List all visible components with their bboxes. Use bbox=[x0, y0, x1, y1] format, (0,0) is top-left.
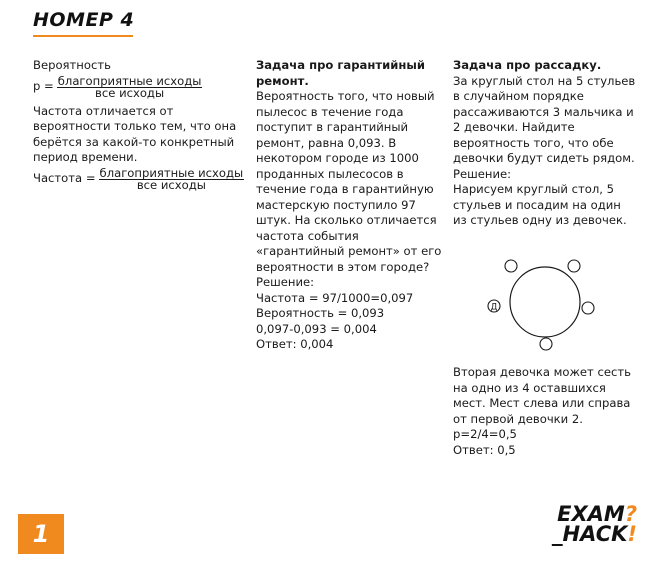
column-warranty-task bbox=[256, 58, 442, 353]
column-probability bbox=[33, 58, 248, 191]
page-title: НОМЕР 4 bbox=[33, 9, 135, 31]
frequency-description: Частота отличается от вероятности только тем, что она берётся за какой-то конкретный период времени. bbox=[33, 103, 237, 164]
task-body: Вероятность того, что новый пылесос в течение года поступит в гарантийный ремонт, равна 0,093. В некотором городе из 1000 проданных пылесосов в течение года в гарантийную мастерскую поступило 97 штук. На сколько отличается частота события «гарантийный ремонт» от его вероятности в этом городе? bbox=[256, 89, 442, 274]
round-table-diagram bbox=[485, 256, 605, 356]
probability-line: p=2/4=0,5 bbox=[453, 427, 517, 441]
title-underline bbox=[33, 35, 133, 37]
answer-line: Ответ: 0,5 bbox=[453, 442, 516, 457]
solution-line: 0,097-0,093 = 0,004 bbox=[256, 321, 377, 336]
page-number: 1 bbox=[32, 520, 50, 548]
fraction-denominator: все исходы bbox=[136, 177, 206, 192]
chair bbox=[568, 260, 580, 272]
task-heading: Задача про гарантийный ремонт. bbox=[256, 58, 425, 88]
logo-word-exam: EXAM bbox=[557, 502, 625, 526]
task-body: За круглый стол на 5 стульев в случайном порядке рассаживаются 3 мальчика и 2 девочки. Найдите вероятность того, что обе девочки будут сидеть рядом. bbox=[453, 73, 636, 165]
solution-label: Решение: bbox=[256, 275, 315, 289]
fraction-denominator: все исходы bbox=[95, 85, 165, 100]
explanation-text: Вторая девочка может сесть на одно из 4 оставшихся мест. Мест слева или справа от первой девочки 2. bbox=[453, 365, 631, 426]
table-circle bbox=[510, 267, 580, 337]
girl-label: Д bbox=[490, 302, 498, 313]
chair bbox=[582, 302, 594, 314]
fraction bbox=[99, 167, 245, 191]
task-heading: Задача про рассадку. bbox=[453, 58, 602, 72]
examhack-logo bbox=[537, 504, 637, 544]
solution-text: Нарисуем круглый стол, 5 стульев и посадим на один из стульев одну из девочек. bbox=[453, 182, 627, 227]
logo-question-mark: ? bbox=[624, 502, 637, 526]
frequency-formula bbox=[33, 167, 248, 191]
formula-lhs: p = bbox=[33, 78, 54, 93]
logo-line2 bbox=[537, 524, 637, 544]
page-number-badge bbox=[18, 514, 64, 554]
probability-label: Вероятность bbox=[33, 58, 111, 72]
chair bbox=[505, 260, 517, 272]
solution-line: Частота = 97/1000=0,097 bbox=[256, 290, 414, 305]
fraction-numerator: благоприятные исходы bbox=[57, 73, 202, 88]
probability-formula bbox=[33, 75, 248, 99]
chair bbox=[540, 338, 552, 350]
solution-line: Вероятность = 0,093 bbox=[256, 306, 385, 320]
column-seating-task bbox=[453, 58, 638, 229]
answer-line: Ответ: 0,004 bbox=[256, 337, 334, 351]
column-seating-answer bbox=[453, 365, 638, 458]
logo-word-hack: _HACK bbox=[552, 522, 628, 546]
fraction bbox=[57, 75, 203, 99]
logo-line1 bbox=[537, 504, 637, 524]
fraction-numerator: благоприятные исходы bbox=[99, 165, 244, 180]
solution-label: Решение: bbox=[453, 166, 512, 181]
logo-exclamation-mark: ! bbox=[627, 522, 637, 546]
formula-lhs: Частота = bbox=[33, 170, 96, 185]
